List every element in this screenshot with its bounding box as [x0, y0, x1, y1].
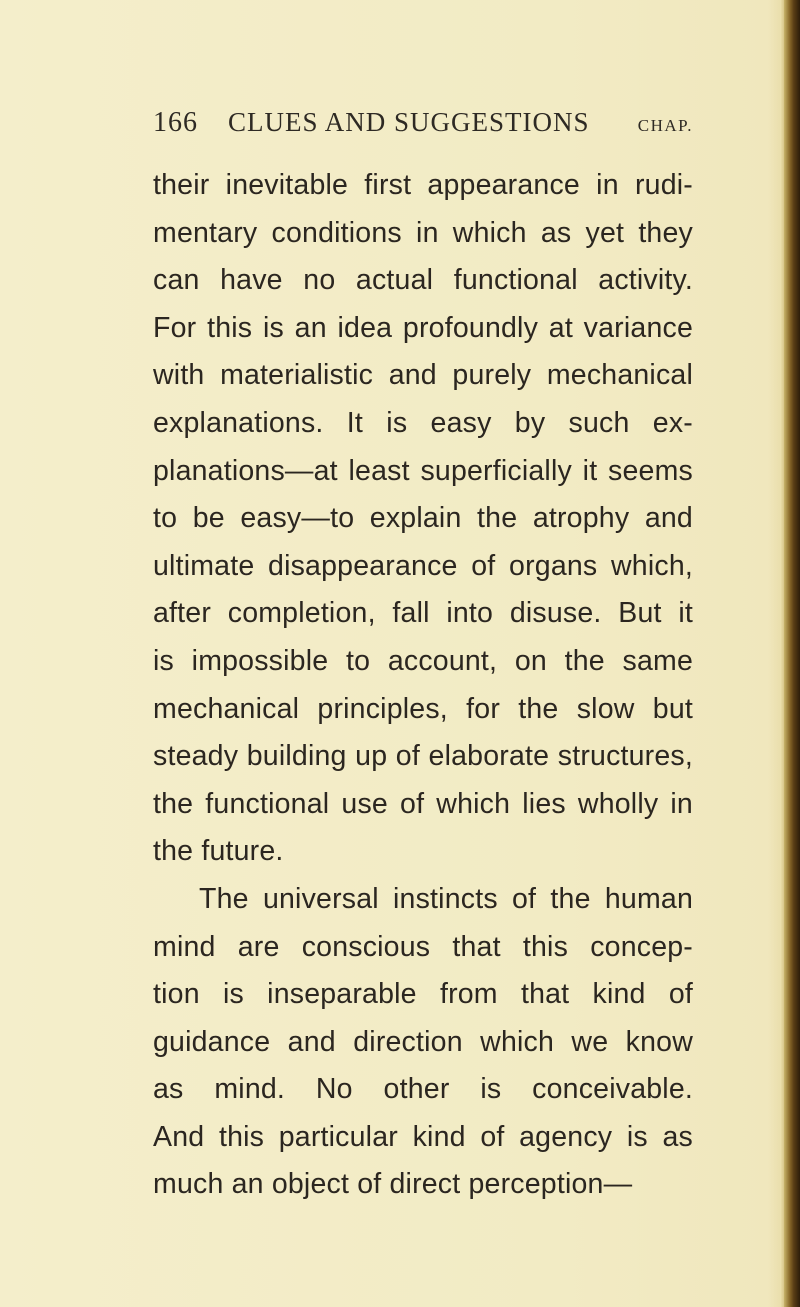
text-line: the future.	[153, 835, 284, 868]
text-line: explanations. It is easy by such ex-	[153, 406, 693, 439]
chapter-marker: CHAP.	[637, 116, 693, 135]
text-line: much an object of direct perception—	[153, 1168, 633, 1201]
text-line: to be easy—to explain the atrophy and	[153, 502, 693, 535]
text-line: as mind. No other is conceivable.	[153, 1073, 693, 1106]
text-line: steady building up of elaborate structures,	[153, 740, 693, 773]
text-line: The universal instincts of the human	[199, 882, 693, 915]
text-line: For this is an idea profoundly at variance	[153, 311, 693, 344]
running-header	[153, 107, 693, 147]
text-line: tion is inseparable from that kind of	[153, 978, 693, 1011]
running-title: CLUES AND SUGGESTIONS	[228, 107, 590, 137]
body-text	[153, 162, 693, 1209]
text-line: mentary conditions in which as yet they	[153, 216, 693, 249]
text-line: with materialistic and purely mechanical	[153, 359, 693, 392]
text-line: is impossible to account, on the same	[153, 644, 693, 677]
book-spine	[784, 0, 800, 1307]
text-line: planations—at least superficially it seems	[153, 454, 693, 487]
page-number: 166	[153, 107, 198, 138]
text-line: mind are conscious that this concep-	[153, 930, 693, 963]
text-line: And this particular kind of agency is as	[153, 1120, 693, 1153]
text-line: mechanical principles, for the slow but	[153, 692, 693, 725]
text-line: their inevitable first appearance in rudi-	[153, 169, 693, 201]
text-line: after completion, fall into disuse. But it	[153, 597, 693, 630]
text-line: ultimate disappearance of organs which,	[153, 549, 693, 582]
text-line: the functional use of which lies wholly in	[153, 787, 693, 820]
text-line: guidance and direction which we know	[153, 1025, 693, 1058]
text-line: can have no actual functional activity.	[153, 264, 693, 297]
